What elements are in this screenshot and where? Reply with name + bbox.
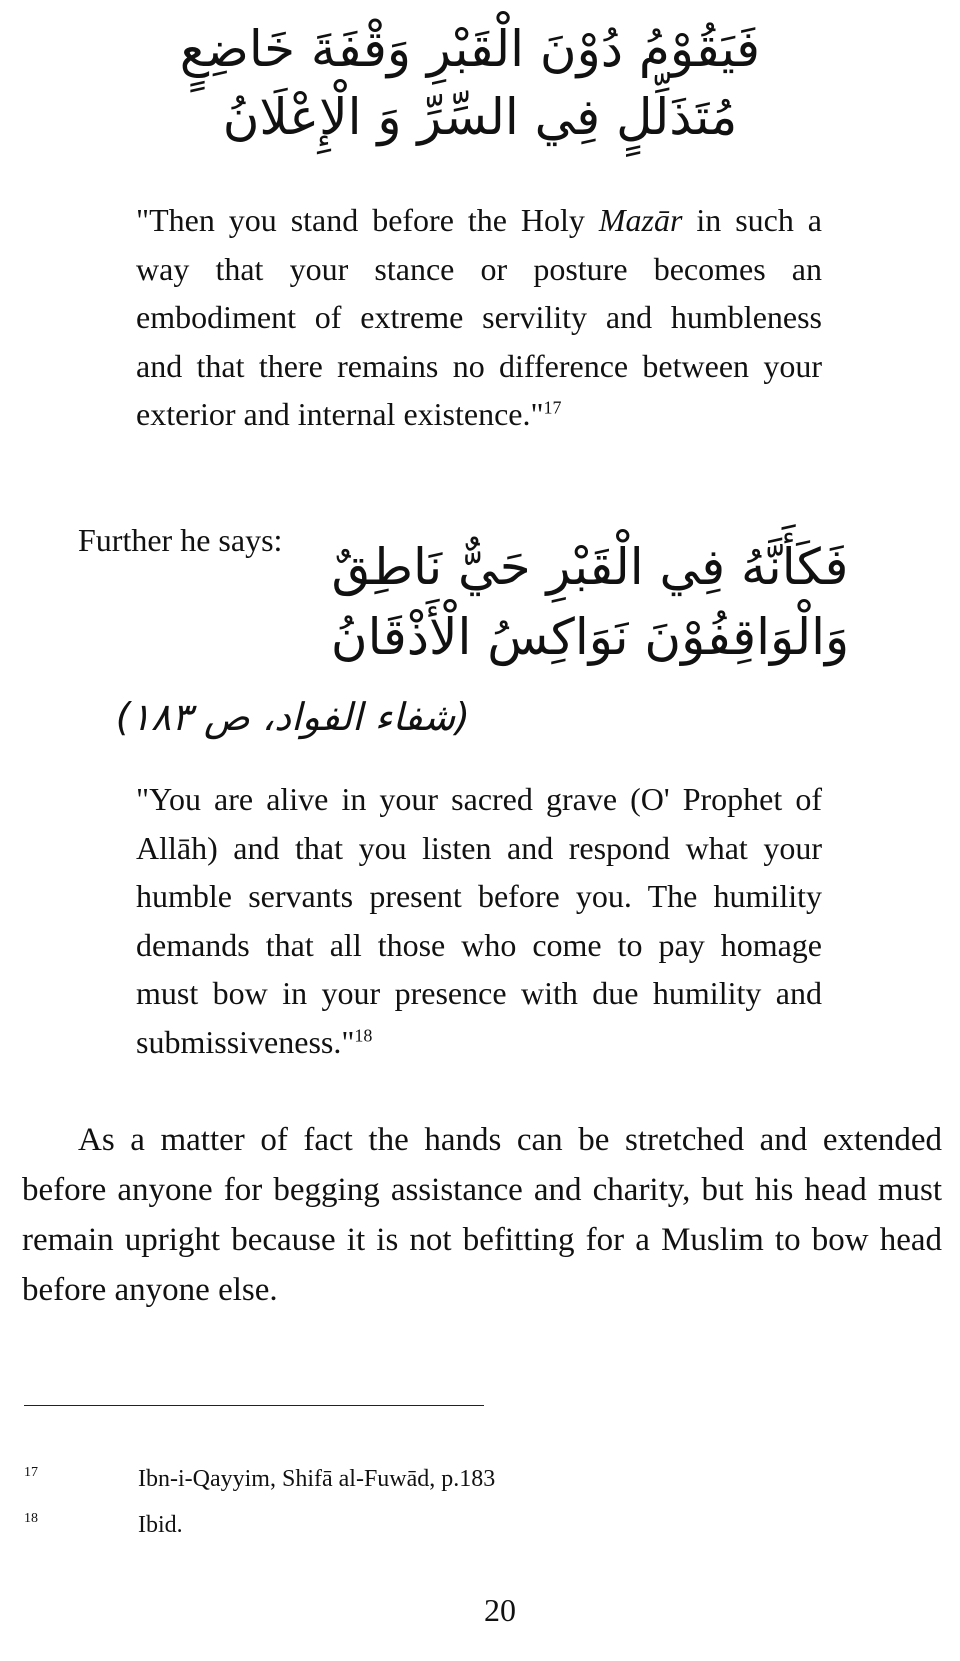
quote-2-text: "You are alive in your sacred grave (O' Prophet of Allāh) and that you listen and respond what your humble servants present before you. The humility demands that all those who come to pay homage must bow in your presence with due humility and submissiveness." [136, 781, 822, 1060]
footnote-text: Ibn-i-Qayyim, Shifā al-Fuwād, p.183 [138, 1466, 496, 1492]
quote-1-text-before: "Then you stand before the Holy [136, 202, 599, 238]
arabic-verse-1-line-1: فَيَقُوْمُ دُوْنَ الْقَبْرِ وَقْفَةَ خَاضِعٍ [179, 20, 760, 78]
footnote-18 [24, 1510, 183, 1540]
footnote-number: 18 [24, 1511, 38, 1526]
quote-2 [136, 775, 822, 1066]
body-paragraph: As a matter of fact the hands can be stretched and extended before anyone for begging assistance and charity, but his head must remain upright because it is not befitting for a Muslim to bow head before anyone else. [22, 1122, 942, 1308]
quote-1-text-after: in such a way that your stance or posture becomes an embodiment of extreme servility and humbleness and that there remains no difference between your exterior and internal existence." [136, 202, 823, 432]
further-label: Further he says: [78, 522, 283, 558]
arabic-verse-2-line-1: فَكَأَنَّهُ فِي الْقَبْرِ حَيٌّ نَاطِقٌ [331, 538, 849, 596]
footnote-ref-18[interactable]: 18 [354, 1024, 373, 1045]
quote-1 [136, 196, 822, 439]
footnote-ref-17[interactable]: 17 [543, 397, 562, 418]
page-number: 20 [484, 1592, 516, 1628]
arabic-verse-1-line-2: مُتَذَلِّلٍ فِي السِّرِّ وَ الْإِعْلَانُ [222, 88, 738, 146]
arabic-verse-2-line-2: وَالْوَاقِفُوْنَ نَوَاكِسُ الْأَذْقَانُ [330, 608, 850, 666]
quote-1-term: Mazār [598, 202, 683, 238]
footnote-divider [24, 1405, 484, 1406]
footnote-17 [24, 1464, 495, 1494]
footnote-text: Ibid. [138, 1512, 183, 1538]
footnote-number: 17 [24, 1465, 38, 1480]
arabic-source-citation: (شفاء الفواد، ص ۱۸۳) [115, 695, 470, 739]
